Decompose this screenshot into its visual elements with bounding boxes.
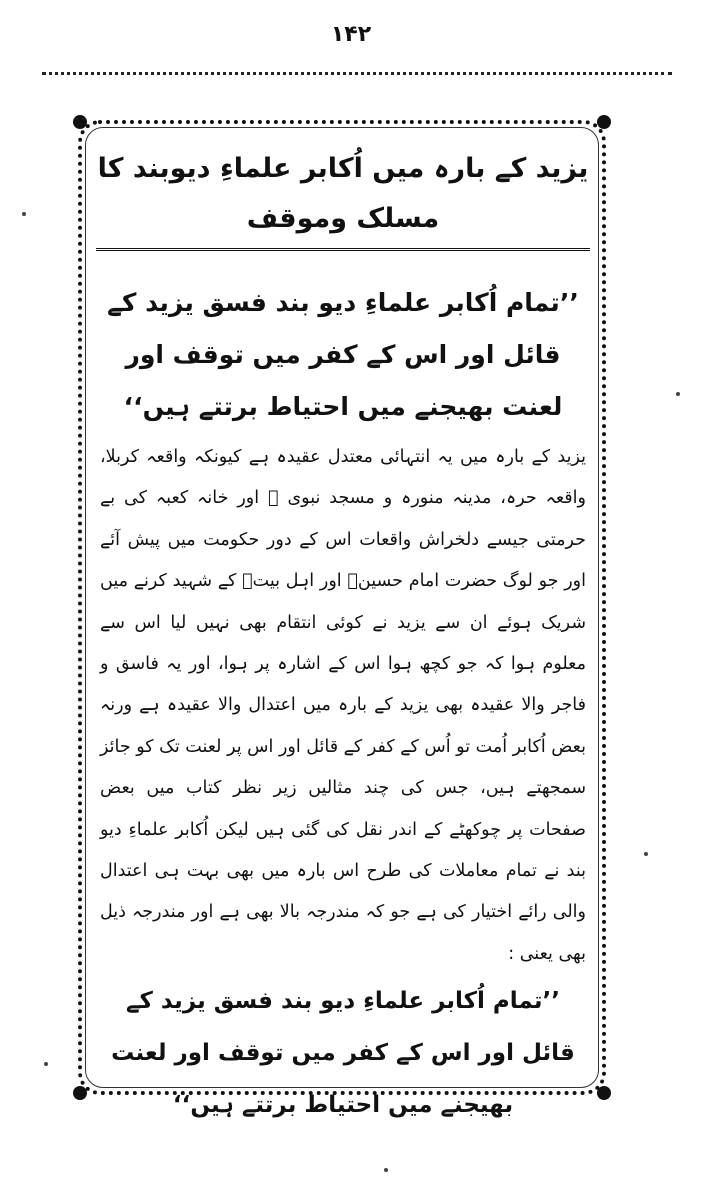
frame-corner-ornament xyxy=(597,1086,611,1100)
scan-speck xyxy=(644,852,648,856)
frame-corner-ornament xyxy=(597,115,611,129)
closing-quote: ’’تمام اُکابر علماءِ دیو بند فسق یزید کے قائل اور اس کے کفر میں توقف اور لعنت بھیجنے میں احتیاط برتتے ہیں‘‘ xyxy=(111,988,575,1119)
scan-speck xyxy=(44,1062,48,1066)
scan-speck xyxy=(384,1168,388,1172)
frame-corner-ornament xyxy=(73,115,87,129)
frame-corner-ornament xyxy=(73,1086,87,1100)
scan-speck xyxy=(676,392,680,396)
page-number: ۱۴۲ xyxy=(330,22,372,47)
opening-quote: ’’تمام اُکابر علماءِ دیو بند فسق یزید کے قائل اور اس کے کفر میں توقف اور لعنت بھیجنے میں احتیاط برتتے ہیں‘‘ xyxy=(107,288,579,421)
section-content xyxy=(96,138,590,1131)
body-paragraph: یزید کے بارہ میں یہ انتہائی معتدل عقیدہ ہے کیونکہ واقعہ کربلا، واقعہ حرہ، مدینہ منورہ و مسجد نبوی ﷺ اور خانہ کعبہ کی بے حرمتی جیسے دلخراش واقعات اس کے دور حکومت میں پیش آئے اور جو لوگ حضرت امام حسینؓ اور اہل بیتؓ کے شہید کرنے میں شریک ہوئے ان سے یزید نے کوئی انتقام بھی نہیں لیا اس سے معلوم ہوا کہ جو کچھ ہوا اس کے اشارہ پر ہوا، اور یہ فاسق و فاجر والا عقیدہ بھی یزید کے بارہ میں اعتدال والا عقیدہ ہے ورنہ بعض اُکابر اُمت تو اُس کے کفر کے قائل اور اس پر لعنت تک کو جائز سمجھتے ہیں، جس کی چند مثالیں زیر نظر کتاب میں بعض صفحات پر چوکھٹے کے اندر نقل کی گئی ہیں لیکن اُکابر علماءِ دیو بند نے تمام معاملات کی طرح اس بارہ میں بھی بہت ہی اعتدال والی رائے اختیار کی ہے جو کہ مندرجہ بالا بھی ہے اور مندرجہ ذیل بھی یعنی : xyxy=(100,447,586,964)
header-divider xyxy=(42,72,672,75)
scan-speck xyxy=(22,212,26,216)
section-heading: یزید کے بارہ میں اُکابر علماءِ دیوبند کا مسلک وموقف xyxy=(96,144,590,251)
